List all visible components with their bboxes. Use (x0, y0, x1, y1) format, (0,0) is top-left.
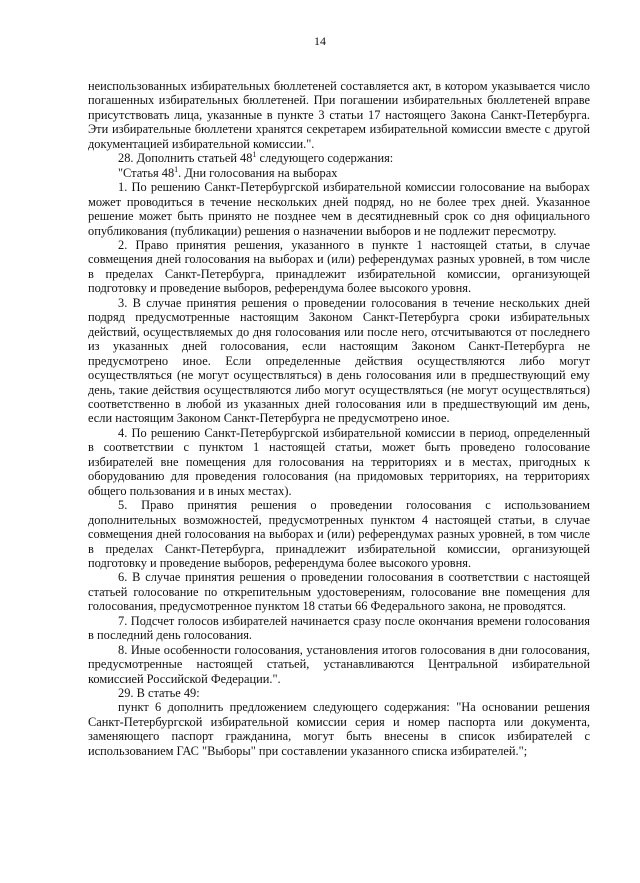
paragraph-text: следующего содержания: (256, 151, 394, 166)
page-body (88, 79, 590, 758)
paragraph: 29. В статье 49: (118, 686, 200, 701)
paragraph: 4. По решению Санкт-Петербургской избирательной комиссии в период, определенный в соответствии с пунктом 1 настоящей статьи, может быть проведено голосование избирателей вне помещения для голосования на территориях и в местах, пригодных к оборудованию для проведения голосования (на придомовых территориях, на территориях общего пользования и в иных местах). (88, 425, 590, 498)
paragraph: 5. Право принятия решения о проведении голосования с использованием дополнительных возможностей, предусмотренных пунктом 4 настоящей статьи, в случае совмещения дней голосования на выборах и (или) референдумах разных уровней, в том числе в пределах Санкт-Петербурга, принадлежит избирательной комиссии, организующей подготовку и проведение выборов, референдума более высокого уровня. (88, 498, 590, 570)
paragraph: неиспользованных избирательных бюллетеней составляется акт, в котором указывается число погашенных избирательных бюллетеней. При погашении избирательных бюллетеней вправе присутствовать лица, указанные в пункте 3 статьи 17 настоящего Закона Санкт-Петербурга. Эти избирательные бюллетени хранятся секретарем избирательной комиссии вместе с другой документацией избирательной комиссии.". (88, 79, 590, 151)
paragraph-text: 28. Дополнить статьей 48 (118, 151, 253, 166)
superscript: 1 (174, 164, 179, 174)
article-heading-text: . Дни голосования на выборах (178, 165, 338, 180)
paragraph: пункт 6 дополнить предложением следующего содержания: "На основании решения Санкт-Петербургской избирательной комиссии серия и номер паспорта или документа, заменяющего паспорт гражданина, могут быть внесены в список избирателей с использованием ГАС "Выборы" при составлении указанного списка избирателей."; (88, 700, 590, 758)
paragraph: 6. В случае принятия решения о проведении голосования в соответствии с настоящей статьей голосование по открепительным удостоверениям, голосование вне помещения для голосования, предусмотренное пунктом 18 статьи 66 Федерального закона, не проводятся. (88, 570, 590, 614)
superscript: 1 (252, 150, 257, 160)
paragraph: 8. Иные особенности голосования, установления итогов голосования в дни голосования, предусмотренные настоящей статьей, устанавливаются Центральной избирательной комиссией Российской Федерации.". (88, 642, 590, 686)
article-heading (88, 166, 590, 180)
article-heading-text: "Статья 48 (118, 165, 175, 180)
paragraph: 2. Право принятия решения, указанного в пункте 1 настоящей статьи, в случае совмещения дней голосования на выборах и (или) референдумах разных уровней, в том числе в пределах Санкт-Петербурга, принадлежит избирательной комиссии, организующей подготовку и проведение выборов, референдума более высокого уровня. (88, 237, 590, 296)
paragraph: 1. По решению Санкт-Петербургской избирательной комиссии голосование на выборах может проводиться в течение нескольких дней подряд, но не более трех дней. Указанное решение может быть принято не позднее чем в десятидневный срок со дня официального опубликования (публикации) решения о назначении выборов и не подлежит пересмотру. (88, 180, 590, 238)
paragraph-item-28 (88, 151, 590, 165)
paragraph: 3. В случае принятия решения о проведении голосования в течение нескольких дней подряд предусмотренные настоящим Законом Санкт-Петербурга сроки избирательных действий, осуществляемых до дня голосования или после него, отсчитываются от последнего из указанных дней голосования, если настоящим Законом Санкт-Петербурга не предусмотрено иное. Если определенные действия осуществляются либо могут осуществляться (не могут осуществляться) в день голосования или в предшествующий ему день, такие действия осуществляются либо могут осуществляться (не могут осуществляться) соответственно в любой из указанных дней голосования или в предшествующий им день, если настоящим Законом Санкт-Петербурга не предусмотрено иное. (88, 295, 590, 426)
page-number: 14 (314, 34, 326, 48)
paragraph: 7. Подсчет голосов избирателей начинается сразу после окончания времени голосования в последний день голосования. (88, 613, 590, 643)
